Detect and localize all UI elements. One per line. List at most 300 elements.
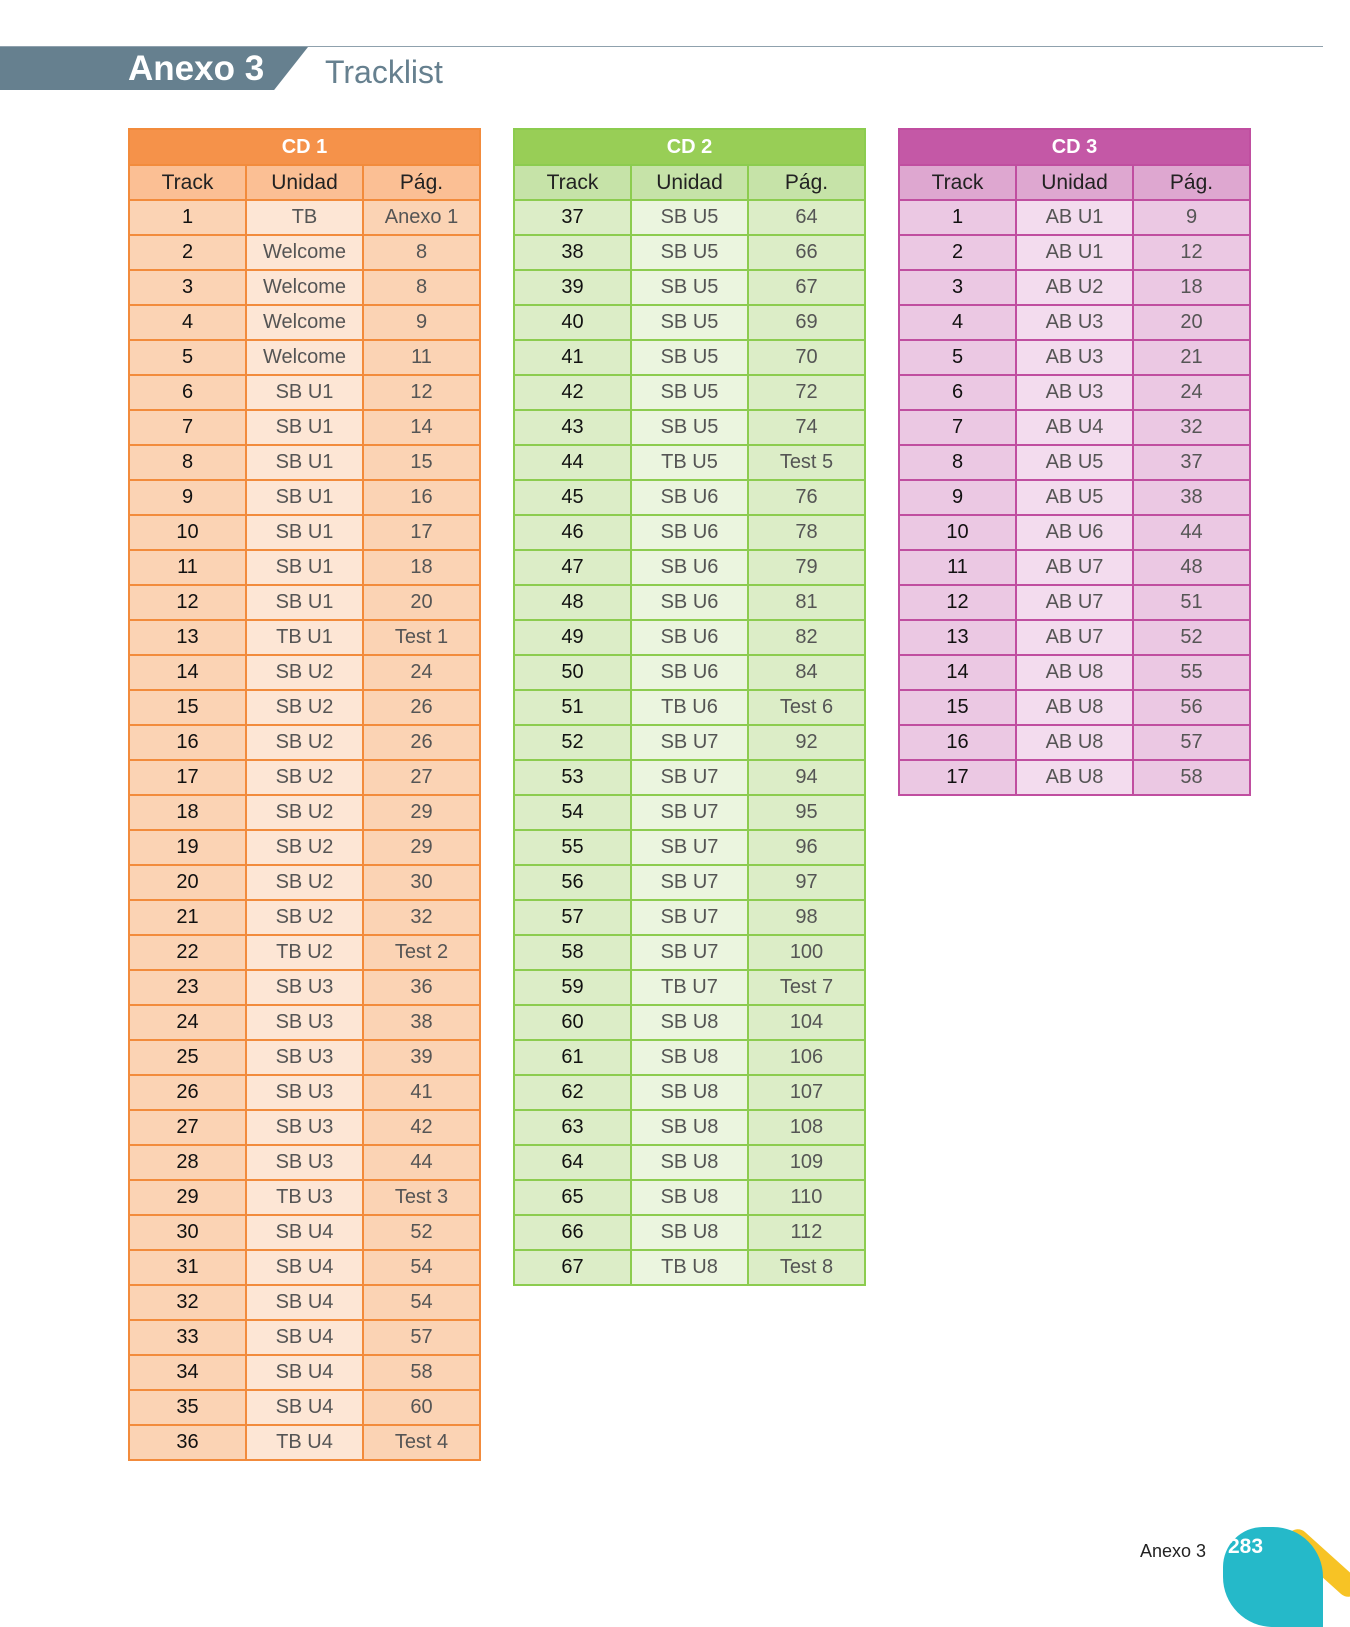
track-number: 12	[899, 585, 1016, 620]
table-row	[514, 795, 865, 830]
page-cell: Test 1	[363, 620, 480, 655]
page-cell: 82	[748, 620, 865, 655]
unit-cell: AB U3	[1016, 305, 1133, 340]
unit-cell: TB U4	[246, 1425, 363, 1460]
page-cell: 67	[748, 270, 865, 305]
unit-cell: AB U6	[1016, 515, 1133, 550]
page-cell: 16	[363, 480, 480, 515]
unit-cell: SB U1	[246, 515, 363, 550]
page-cell: 79	[748, 550, 865, 585]
unit-cell: SB U2	[246, 795, 363, 830]
page-cell: 51	[1133, 585, 1250, 620]
track-number: 13	[899, 620, 1016, 655]
unit-cell: SB U7	[631, 935, 748, 970]
track-number: 31	[129, 1250, 246, 1285]
track-number: 45	[514, 480, 631, 515]
page-cell: 58	[363, 1355, 480, 1390]
page-cell: 12	[363, 375, 480, 410]
unit-cell: AB U1	[1016, 235, 1133, 270]
table-row	[129, 480, 480, 515]
table-row	[514, 550, 865, 585]
column-header-unit: Unidad	[246, 165, 363, 200]
track-number: 26	[129, 1075, 246, 1110]
table-row	[514, 585, 865, 620]
table-row	[899, 655, 1250, 690]
unit-cell: Welcome	[246, 235, 363, 270]
table-row	[129, 1075, 480, 1110]
page-cell: Test 7	[748, 970, 865, 1005]
track-number: 4	[129, 305, 246, 340]
table-row	[129, 795, 480, 830]
unit-cell: SB U2	[246, 900, 363, 935]
track-number: 49	[514, 620, 631, 655]
cd-title: CD 1	[129, 129, 480, 165]
page-cell: 74	[748, 410, 865, 445]
unit-cell: AB U8	[1016, 655, 1133, 690]
track-number: 16	[129, 725, 246, 760]
track-number: 23	[129, 970, 246, 1005]
unit-cell: SB U4	[246, 1355, 363, 1390]
page-cell: 9	[363, 305, 480, 340]
unit-cell: SB U2	[246, 655, 363, 690]
track-number: 8	[899, 445, 1016, 480]
track-number: 57	[514, 900, 631, 935]
page-cell: 66	[748, 235, 865, 270]
track-number: 14	[899, 655, 1016, 690]
column-header-page: Pág.	[1133, 165, 1250, 200]
track-number: 40	[514, 305, 631, 340]
unit-cell: Welcome	[246, 340, 363, 375]
page-cell: 30	[363, 865, 480, 900]
table-row	[129, 1005, 480, 1040]
table-row	[514, 690, 865, 725]
table-row	[514, 725, 865, 760]
track-number: 54	[514, 795, 631, 830]
track-number: 62	[514, 1075, 631, 1110]
track-number: 66	[514, 1215, 631, 1250]
column-header-unit: Unidad	[1016, 165, 1133, 200]
unit-cell: SB U5	[631, 305, 748, 340]
track-number: 36	[129, 1425, 246, 1460]
unit-cell: SB U1	[246, 375, 363, 410]
track-number: 5	[129, 340, 246, 375]
table-row	[899, 305, 1250, 340]
page-cell: 56	[1133, 690, 1250, 725]
page-cell: 14	[363, 410, 480, 445]
unit-cell: AB U4	[1016, 410, 1133, 445]
page-cell: 96	[748, 830, 865, 865]
table-row	[129, 1250, 480, 1285]
track-number: 44	[514, 445, 631, 480]
track-number: 13	[129, 620, 246, 655]
track-number: 11	[899, 550, 1016, 585]
table-row	[129, 1145, 480, 1180]
page-cell: 108	[748, 1110, 865, 1145]
unit-cell: SB U1	[246, 445, 363, 480]
track-number: 16	[899, 725, 1016, 760]
page-cell: 98	[748, 900, 865, 935]
track-number: 12	[129, 585, 246, 620]
table-row	[129, 410, 480, 445]
page-cell: 81	[748, 585, 865, 620]
track-number: 25	[129, 1040, 246, 1075]
track-number: 59	[514, 970, 631, 1005]
track-number: 4	[899, 305, 1016, 340]
unit-cell: SB U4	[246, 1320, 363, 1355]
table-row	[129, 970, 480, 1005]
page-subtitle: Tracklist	[325, 54, 443, 90]
track-number: 9	[899, 480, 1016, 515]
page-cell: 42	[363, 1110, 480, 1145]
unit-cell: SB U4	[246, 1215, 363, 1250]
unit-cell: SB U6	[631, 655, 748, 690]
unit-cell: SB U7	[631, 795, 748, 830]
track-number: 52	[514, 725, 631, 760]
unit-cell: SB U3	[246, 970, 363, 1005]
page-cell: 12	[1133, 235, 1250, 270]
table-row	[129, 865, 480, 900]
unit-cell: SB U7	[631, 760, 748, 795]
unit-cell: SB U5	[631, 410, 748, 445]
track-number: 8	[129, 445, 246, 480]
table-row	[129, 550, 480, 585]
unit-cell: SB U8	[631, 1145, 748, 1180]
table-row	[514, 200, 865, 235]
table-row	[129, 270, 480, 305]
track-number: 17	[129, 760, 246, 795]
track-number: 20	[129, 865, 246, 900]
page-number: 283	[1228, 1535, 1264, 1558]
unit-cell: SB U4	[246, 1285, 363, 1320]
table-row	[899, 445, 1250, 480]
track-number: 15	[899, 690, 1016, 725]
page-cell: 55	[1133, 655, 1250, 690]
track-number: 35	[129, 1390, 246, 1425]
track-number: 64	[514, 1145, 631, 1180]
unit-cell: SB U5	[631, 340, 748, 375]
page-cell: 60	[363, 1390, 480, 1425]
table-row	[514, 235, 865, 270]
table-row	[899, 375, 1250, 410]
page-cell: 44	[363, 1145, 480, 1180]
page-cell: 20	[1133, 305, 1250, 340]
unit-cell: TB U3	[246, 1180, 363, 1215]
page-cell: Test 5	[748, 445, 865, 480]
track-number: 21	[129, 900, 246, 935]
track-number: 53	[514, 760, 631, 795]
page-cell: 24	[363, 655, 480, 690]
track-number: 7	[129, 410, 246, 445]
unit-cell: SB U7	[631, 865, 748, 900]
unit-cell: TB U7	[631, 970, 748, 1005]
page-cell: 32	[363, 900, 480, 935]
track-number: 9	[129, 480, 246, 515]
column-header-page: Pág.	[748, 165, 865, 200]
track-number: 1	[129, 200, 246, 235]
track-number: 3	[129, 270, 246, 305]
table-row	[129, 760, 480, 795]
table-row	[129, 1040, 480, 1075]
table-row	[129, 620, 480, 655]
track-number: 18	[129, 795, 246, 830]
unit-cell: SB U3	[246, 1110, 363, 1145]
table-row	[514, 830, 865, 865]
track-number: 42	[514, 375, 631, 410]
page-cell: Test 2	[363, 935, 480, 970]
page-cell: 54	[363, 1285, 480, 1320]
track-number: 63	[514, 1110, 631, 1145]
unit-cell: AB U7	[1016, 620, 1133, 655]
page-cell: 109	[748, 1145, 865, 1180]
page-cell: 58	[1133, 760, 1250, 795]
page-cell: 38	[1133, 480, 1250, 515]
table-row	[514, 970, 865, 1005]
track-number: 27	[129, 1110, 246, 1145]
table-row	[514, 1180, 865, 1215]
track-number: 22	[129, 935, 246, 970]
track-number: 28	[129, 1145, 246, 1180]
unit-cell: SB U6	[631, 585, 748, 620]
page-cell: 110	[748, 1180, 865, 1215]
unit-cell: SB U8	[631, 1005, 748, 1040]
page-cell: Anexo 1	[363, 200, 480, 235]
table-row	[514, 340, 865, 375]
unit-cell: AB U2	[1016, 270, 1133, 305]
table-row	[899, 515, 1250, 550]
unit-cell: AB U7	[1016, 550, 1133, 585]
track-number: 32	[129, 1285, 246, 1320]
column-header-track: Track	[899, 165, 1016, 200]
page-cell: 78	[748, 515, 865, 550]
track-number: 41	[514, 340, 631, 375]
page-title: Anexo 3	[128, 49, 265, 88]
unit-cell: SB U6	[631, 515, 748, 550]
table-row	[129, 515, 480, 550]
track-number: 67	[514, 1250, 631, 1285]
page-cell: 97	[748, 865, 865, 900]
table-row	[129, 1355, 480, 1390]
table-row	[129, 1425, 480, 1460]
table-row	[129, 340, 480, 375]
page-cell: 70	[748, 340, 865, 375]
table-row	[514, 410, 865, 445]
track-number: 7	[899, 410, 1016, 445]
page-cell: 38	[363, 1005, 480, 1040]
unit-cell: TB U8	[631, 1250, 748, 1285]
table-row	[129, 585, 480, 620]
unit-cell: SB U3	[246, 1145, 363, 1180]
page-cell: Test 3	[363, 1180, 480, 1215]
table-row	[899, 620, 1250, 655]
table-row	[514, 1040, 865, 1075]
unit-cell: SB U6	[631, 550, 748, 585]
cd2-table	[513, 128, 866, 1286]
unit-cell: TB U5	[631, 445, 748, 480]
top-rule	[0, 46, 1323, 47]
track-number: 47	[514, 550, 631, 585]
table-row	[129, 830, 480, 865]
page-cell: 44	[1133, 515, 1250, 550]
table-row	[899, 690, 1250, 725]
track-number: 17	[899, 760, 1016, 795]
table-row	[514, 655, 865, 690]
unit-cell: SB U5	[631, 235, 748, 270]
unit-cell: AB U8	[1016, 690, 1133, 725]
page-cell: 27	[363, 760, 480, 795]
table-row	[899, 760, 1250, 795]
table-row	[899, 725, 1250, 760]
table-row	[129, 1320, 480, 1355]
table-row	[514, 760, 865, 795]
track-number: 6	[899, 375, 1016, 410]
track-number: 30	[129, 1215, 246, 1250]
unit-cell: Welcome	[246, 305, 363, 340]
page-cell: 8	[363, 235, 480, 270]
table-row	[129, 1110, 480, 1145]
unit-cell: SB U2	[246, 760, 363, 795]
unit-cell: SB U7	[631, 725, 748, 760]
track-number: 55	[514, 830, 631, 865]
track-number: 29	[129, 1180, 246, 1215]
unit-cell: SB U8	[631, 1215, 748, 1250]
unit-cell: SB U3	[246, 1040, 363, 1075]
page-cell: 48	[1133, 550, 1250, 585]
page-cell: 107	[748, 1075, 865, 1110]
table-row	[129, 655, 480, 690]
unit-cell: AB U5	[1016, 480, 1133, 515]
table-row	[129, 725, 480, 760]
track-number: 56	[514, 865, 631, 900]
table-row	[514, 1005, 865, 1040]
unit-cell: SB U2	[246, 830, 363, 865]
page-cell: 94	[748, 760, 865, 795]
track-number: 6	[129, 375, 246, 410]
unit-cell: SB U7	[631, 830, 748, 865]
track-number: 38	[514, 235, 631, 270]
page-cell: 29	[363, 830, 480, 865]
unit-cell: Welcome	[246, 270, 363, 305]
table-row	[129, 690, 480, 725]
track-number: 3	[899, 270, 1016, 305]
table-row	[514, 1110, 865, 1145]
table-row	[129, 1215, 480, 1250]
track-number: 48	[514, 585, 631, 620]
page-cell: 26	[363, 690, 480, 725]
track-number: 10	[899, 515, 1016, 550]
unit-cell: TB U6	[631, 690, 748, 725]
unit-cell: SB U5	[631, 270, 748, 305]
table-row	[899, 340, 1250, 375]
page-cell: 29	[363, 795, 480, 830]
page-cell: Test 4	[363, 1425, 480, 1460]
page-cell: 8	[363, 270, 480, 305]
column-header-track: Track	[129, 165, 246, 200]
track-number: 46	[514, 515, 631, 550]
unit-cell: TB	[246, 200, 363, 235]
page-cell: 76	[748, 480, 865, 515]
page-cell: 52	[363, 1215, 480, 1250]
column-header-unit: Unidad	[631, 165, 748, 200]
table-row	[514, 375, 865, 410]
page-cell: 26	[363, 725, 480, 760]
table-row	[899, 235, 1250, 270]
table-row	[899, 585, 1250, 620]
page-cell: 112	[748, 1215, 865, 1250]
track-number: 51	[514, 690, 631, 725]
track-number: 11	[129, 550, 246, 585]
table-row	[129, 900, 480, 935]
column-header-page: Pág.	[363, 165, 480, 200]
unit-cell: SB U2	[246, 690, 363, 725]
table-row	[899, 480, 1250, 515]
cd-title: CD 3	[899, 129, 1250, 165]
page-cell: 72	[748, 375, 865, 410]
unit-cell: SB U3	[246, 1075, 363, 1110]
track-number: 37	[514, 200, 631, 235]
page-cell: 11	[363, 340, 480, 375]
table-row	[129, 1285, 480, 1320]
page-cell: 106	[748, 1040, 865, 1075]
page-cell: Test 6	[748, 690, 865, 725]
track-number: 65	[514, 1180, 631, 1215]
page-cell: 24	[1133, 375, 1250, 410]
page-cell: 57	[363, 1320, 480, 1355]
table-row	[514, 305, 865, 340]
cd3-table	[898, 128, 1251, 796]
page-cell: 84	[748, 655, 865, 690]
column-header-track: Track	[514, 165, 631, 200]
unit-cell: TB U1	[246, 620, 363, 655]
table-row	[514, 1215, 865, 1250]
unit-cell: SB U8	[631, 1180, 748, 1215]
page-cell: 36	[363, 970, 480, 1005]
unit-cell: SB U2	[246, 865, 363, 900]
track-number: 2	[129, 235, 246, 270]
footer-label: Anexo 3	[1140, 1541, 1207, 1561]
track-number: 5	[899, 340, 1016, 375]
page-cell: 9	[1133, 200, 1250, 235]
table-row	[514, 865, 865, 900]
page-cell: 100	[748, 935, 865, 970]
unit-cell: SB U2	[246, 725, 363, 760]
page-cell: 54	[363, 1250, 480, 1285]
table-row	[129, 445, 480, 480]
unit-cell: SB U3	[246, 1005, 363, 1040]
track-number: 34	[129, 1355, 246, 1390]
page-cell: 37	[1133, 445, 1250, 480]
track-number: 1	[899, 200, 1016, 235]
unit-cell: SB U7	[631, 900, 748, 935]
table-row	[899, 410, 1250, 445]
table-row	[514, 445, 865, 480]
unit-cell: SB U5	[631, 200, 748, 235]
page-cell: 64	[748, 200, 865, 235]
unit-cell: SB U8	[631, 1040, 748, 1075]
unit-cell: SB U5	[631, 375, 748, 410]
unit-cell: AB U3	[1016, 340, 1133, 375]
page-cell: 20	[363, 585, 480, 620]
unit-cell: SB U1	[246, 550, 363, 585]
page-cell: 69	[748, 305, 865, 340]
track-number: 33	[129, 1320, 246, 1355]
page-cell: 15	[363, 445, 480, 480]
page-cell: 18	[1133, 270, 1250, 305]
table-row	[899, 200, 1250, 235]
track-number: 15	[129, 690, 246, 725]
page-cell: 95	[748, 795, 865, 830]
unit-cell: SB U1	[246, 585, 363, 620]
track-number: 14	[129, 655, 246, 690]
